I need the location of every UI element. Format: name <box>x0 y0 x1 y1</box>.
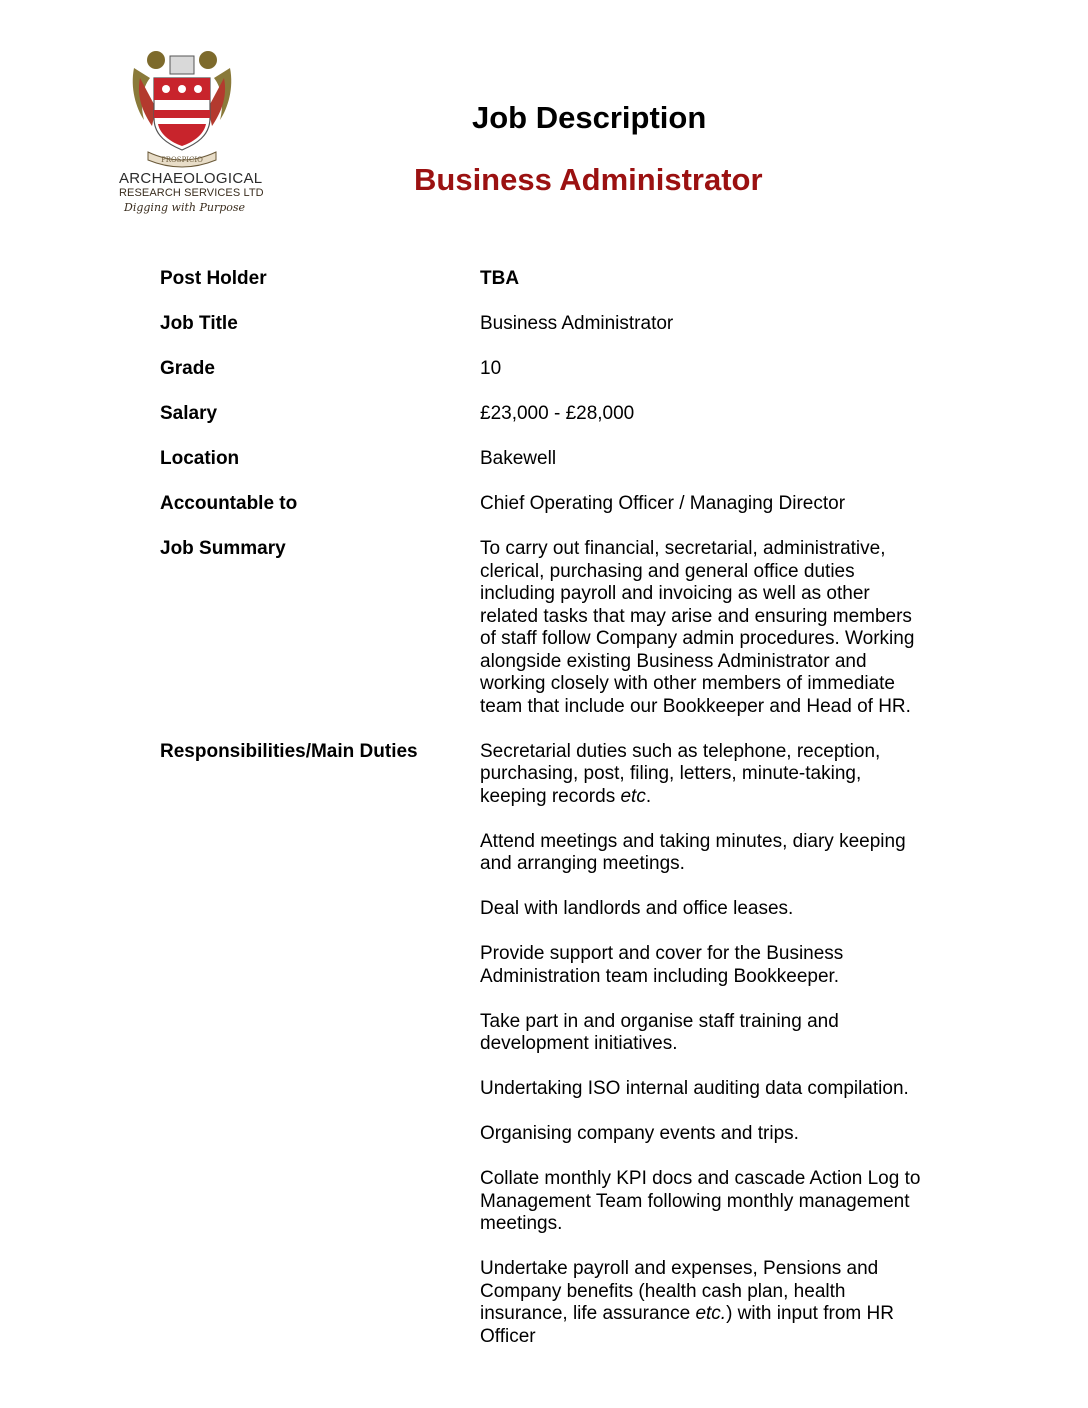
detail-row-duties <box>160 741 940 1371</box>
detail-row-grade <box>160 358 940 381</box>
detail-row-job-summary <box>160 538 940 718</box>
duty-item: Deal with landlords and office leases. <box>480 898 794 919</box>
detail-value: 10 <box>480 358 502 379</box>
detail-label: Job Title <box>160 313 238 334</box>
detail-label: Location <box>160 448 240 469</box>
detail-value: Chief Operating Officer / Managing Director <box>480 493 846 514</box>
duty-item: Undertake payroll and expenses, Pensions and Company benefits (health cash plan, health insurance, life assurance etc.) with input from HR Officer <box>480 1258 894 1347</box>
detail-value: Business Administrator <box>480 313 674 334</box>
logo-line-1: ARCHAEOLOGICAL <box>119 170 263 187</box>
detail-value: TBA <box>480 268 520 289</box>
detail-row-salary <box>160 403 940 426</box>
detail-label: Responsibilities/Main Duties <box>160 740 418 762</box>
logo-line-2: RESEARCH SERVICES LTD <box>119 187 264 199</box>
logo-motto: PROSPICIO <box>161 156 203 164</box>
detail-label: Salary <box>160 403 218 424</box>
detail-value: Bakewell <box>480 448 557 469</box>
detail-row-location <box>160 448 940 471</box>
duty-item: Take part in and organise staff training and development initiatives. <box>480 1010 839 1054</box>
detail-label: Accountable to <box>160 493 298 514</box>
duty-item: Attend meetings and taking minutes, diary keeping and arranging meetings. <box>480 830 906 874</box>
duty-item: Collate monthly KPI docs and cascade Action Log to Management Team following monthly management meetings. <box>480 1168 921 1234</box>
detail-value: To carry out financial, secretarial, administrative, clerical, purchasing and general office duties including payroll and invoicing as well as other related tasks that may arise and ensuring members of staff follow Company admin procedures. Working alongside existing Business Administrator and working closely with other members of immediate team that include our Bookkeeper and Head of HR. <box>480 538 915 717</box>
page-title: Job Description <box>472 100 707 135</box>
duty-item: Secretarial duties such as telephone, reception, purchasing, post, filing, letters, minute-taking, keeping records etc. <box>480 740 881 807</box>
detail-label: Grade <box>160 358 215 379</box>
company-logo <box>112 48 264 218</box>
detail-row-accountable-to <box>160 493 940 516</box>
detail-label: Post Holder <box>160 268 267 289</box>
detail-value: £23,000 - £28,000 <box>480 403 635 424</box>
detail-row-job-title <box>160 313 940 336</box>
detail-row-post-holder <box>160 268 940 291</box>
duty-item: Undertaking ISO internal auditing data compilation. <box>480 1078 909 1099</box>
logo-tagline: Digging with Purpose <box>124 201 246 214</box>
detail-label: Job Summary <box>160 538 286 559</box>
crest-icon <box>130 48 234 168</box>
duty-item: Organising company events and trips. <box>480 1123 799 1144</box>
duty-item: Provide support and cover for the Business Administration team including Bookkeeper. <box>480 943 844 987</box>
job-details <box>160 268 940 1371</box>
duties-list <box>480 741 932 1371</box>
job-title-heading: Business Administrator <box>414 162 763 197</box>
